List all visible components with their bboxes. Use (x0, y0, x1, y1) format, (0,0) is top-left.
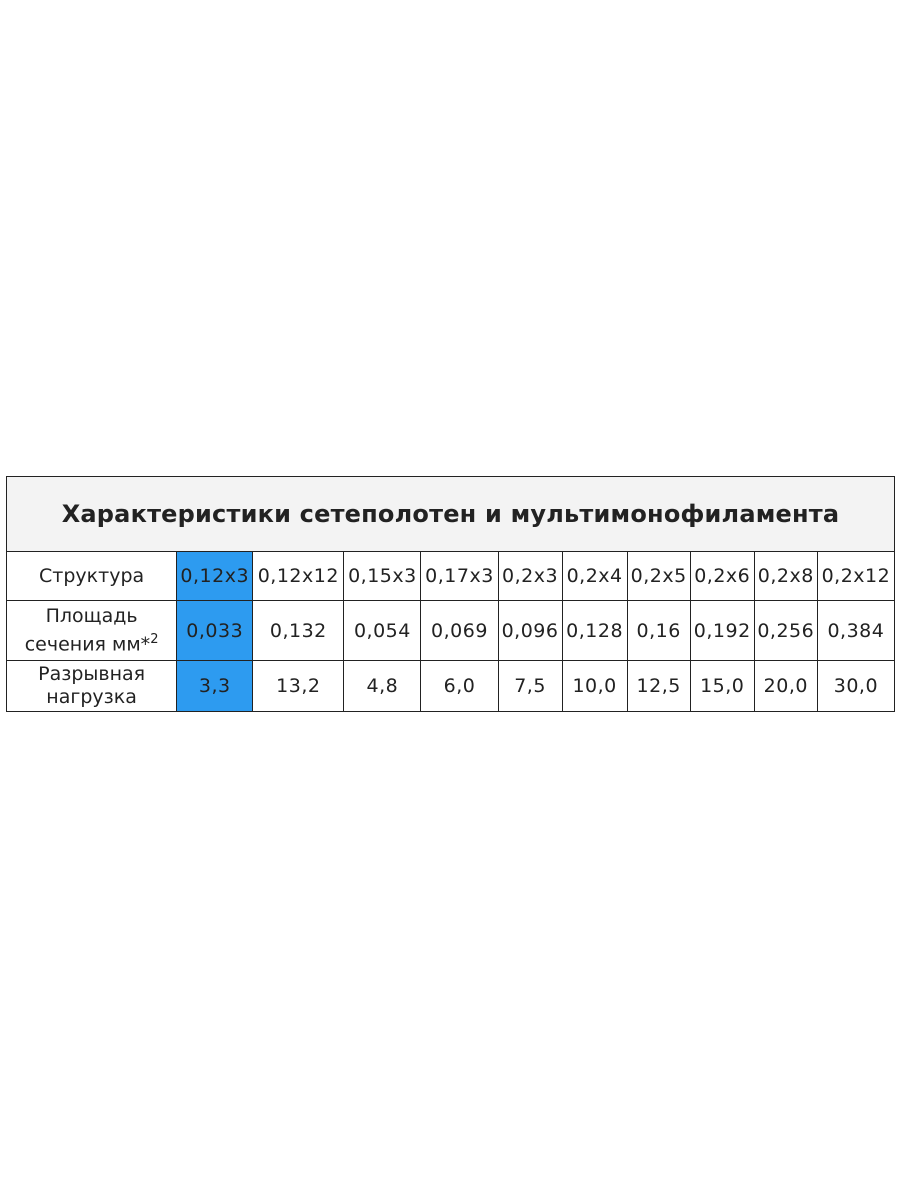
table-title: Характеристики сетеполотен и мультимонофиламента (7, 477, 895, 552)
cell-structure-0: 0,12x3 (177, 552, 253, 601)
cell-load-0: 3,3 (177, 661, 253, 712)
cell-area-4: 0,096 (498, 601, 562, 661)
cell-load-5: 10,0 (562, 661, 627, 712)
cell-load-7: 15,0 (690, 661, 754, 712)
cell-structure-4: 0,2x3 (498, 552, 562, 601)
cell-structure-2: 0,15x3 (344, 552, 421, 601)
cell-structure-3: 0,17x3 (421, 552, 498, 601)
cell-load-6: 12,5 (627, 661, 690, 712)
row-label-load (7, 661, 177, 712)
cell-structure-8: 0,2x8 (754, 552, 817, 601)
cell-area-6: 0,16 (627, 601, 690, 661)
specs-table (6, 476, 895, 712)
table-row-structure (7, 552, 895, 601)
cell-load-9: 30,0 (817, 661, 894, 712)
table-row-area (7, 601, 895, 661)
table-row-load (7, 661, 895, 712)
cell-area-5: 0,128 (562, 601, 627, 661)
row-label-area-superscript: 2 (150, 631, 159, 647)
row-label-area-line2: сечения мм* (24, 633, 151, 656)
cell-load-2: 4,8 (344, 661, 421, 712)
cell-area-3: 0,069 (421, 601, 498, 661)
cell-area-7: 0,192 (690, 601, 754, 661)
cell-area-8: 0,256 (754, 601, 817, 661)
cell-load-8: 20,0 (754, 661, 817, 712)
cell-load-3: 6,0 (421, 661, 498, 712)
cell-area-9: 0,384 (817, 601, 894, 661)
cell-structure-9: 0,2x12 (817, 552, 894, 601)
specs-table-container (6, 476, 895, 712)
cell-structure-6: 0,2x5 (627, 552, 690, 601)
row-label-area (7, 601, 177, 661)
cell-area-1: 0,132 (253, 601, 344, 661)
row-label-structure: Структура (7, 552, 177, 601)
cell-load-4: 7,5 (498, 661, 562, 712)
cell-area-0: 0,033 (177, 601, 253, 661)
cell-load-1: 13,2 (253, 661, 344, 712)
cell-structure-7: 0,2x6 (690, 552, 754, 601)
row-label-load-line1: Разрывная (38, 663, 146, 685)
row-label-load-line2: нагрузка (46, 686, 137, 708)
cell-structure-5: 0,2x4 (562, 552, 627, 601)
row-label-area-line1: Площадь (45, 604, 138, 627)
cell-structure-1: 0,12x12 (253, 552, 344, 601)
cell-area-2: 0,054 (344, 601, 421, 661)
